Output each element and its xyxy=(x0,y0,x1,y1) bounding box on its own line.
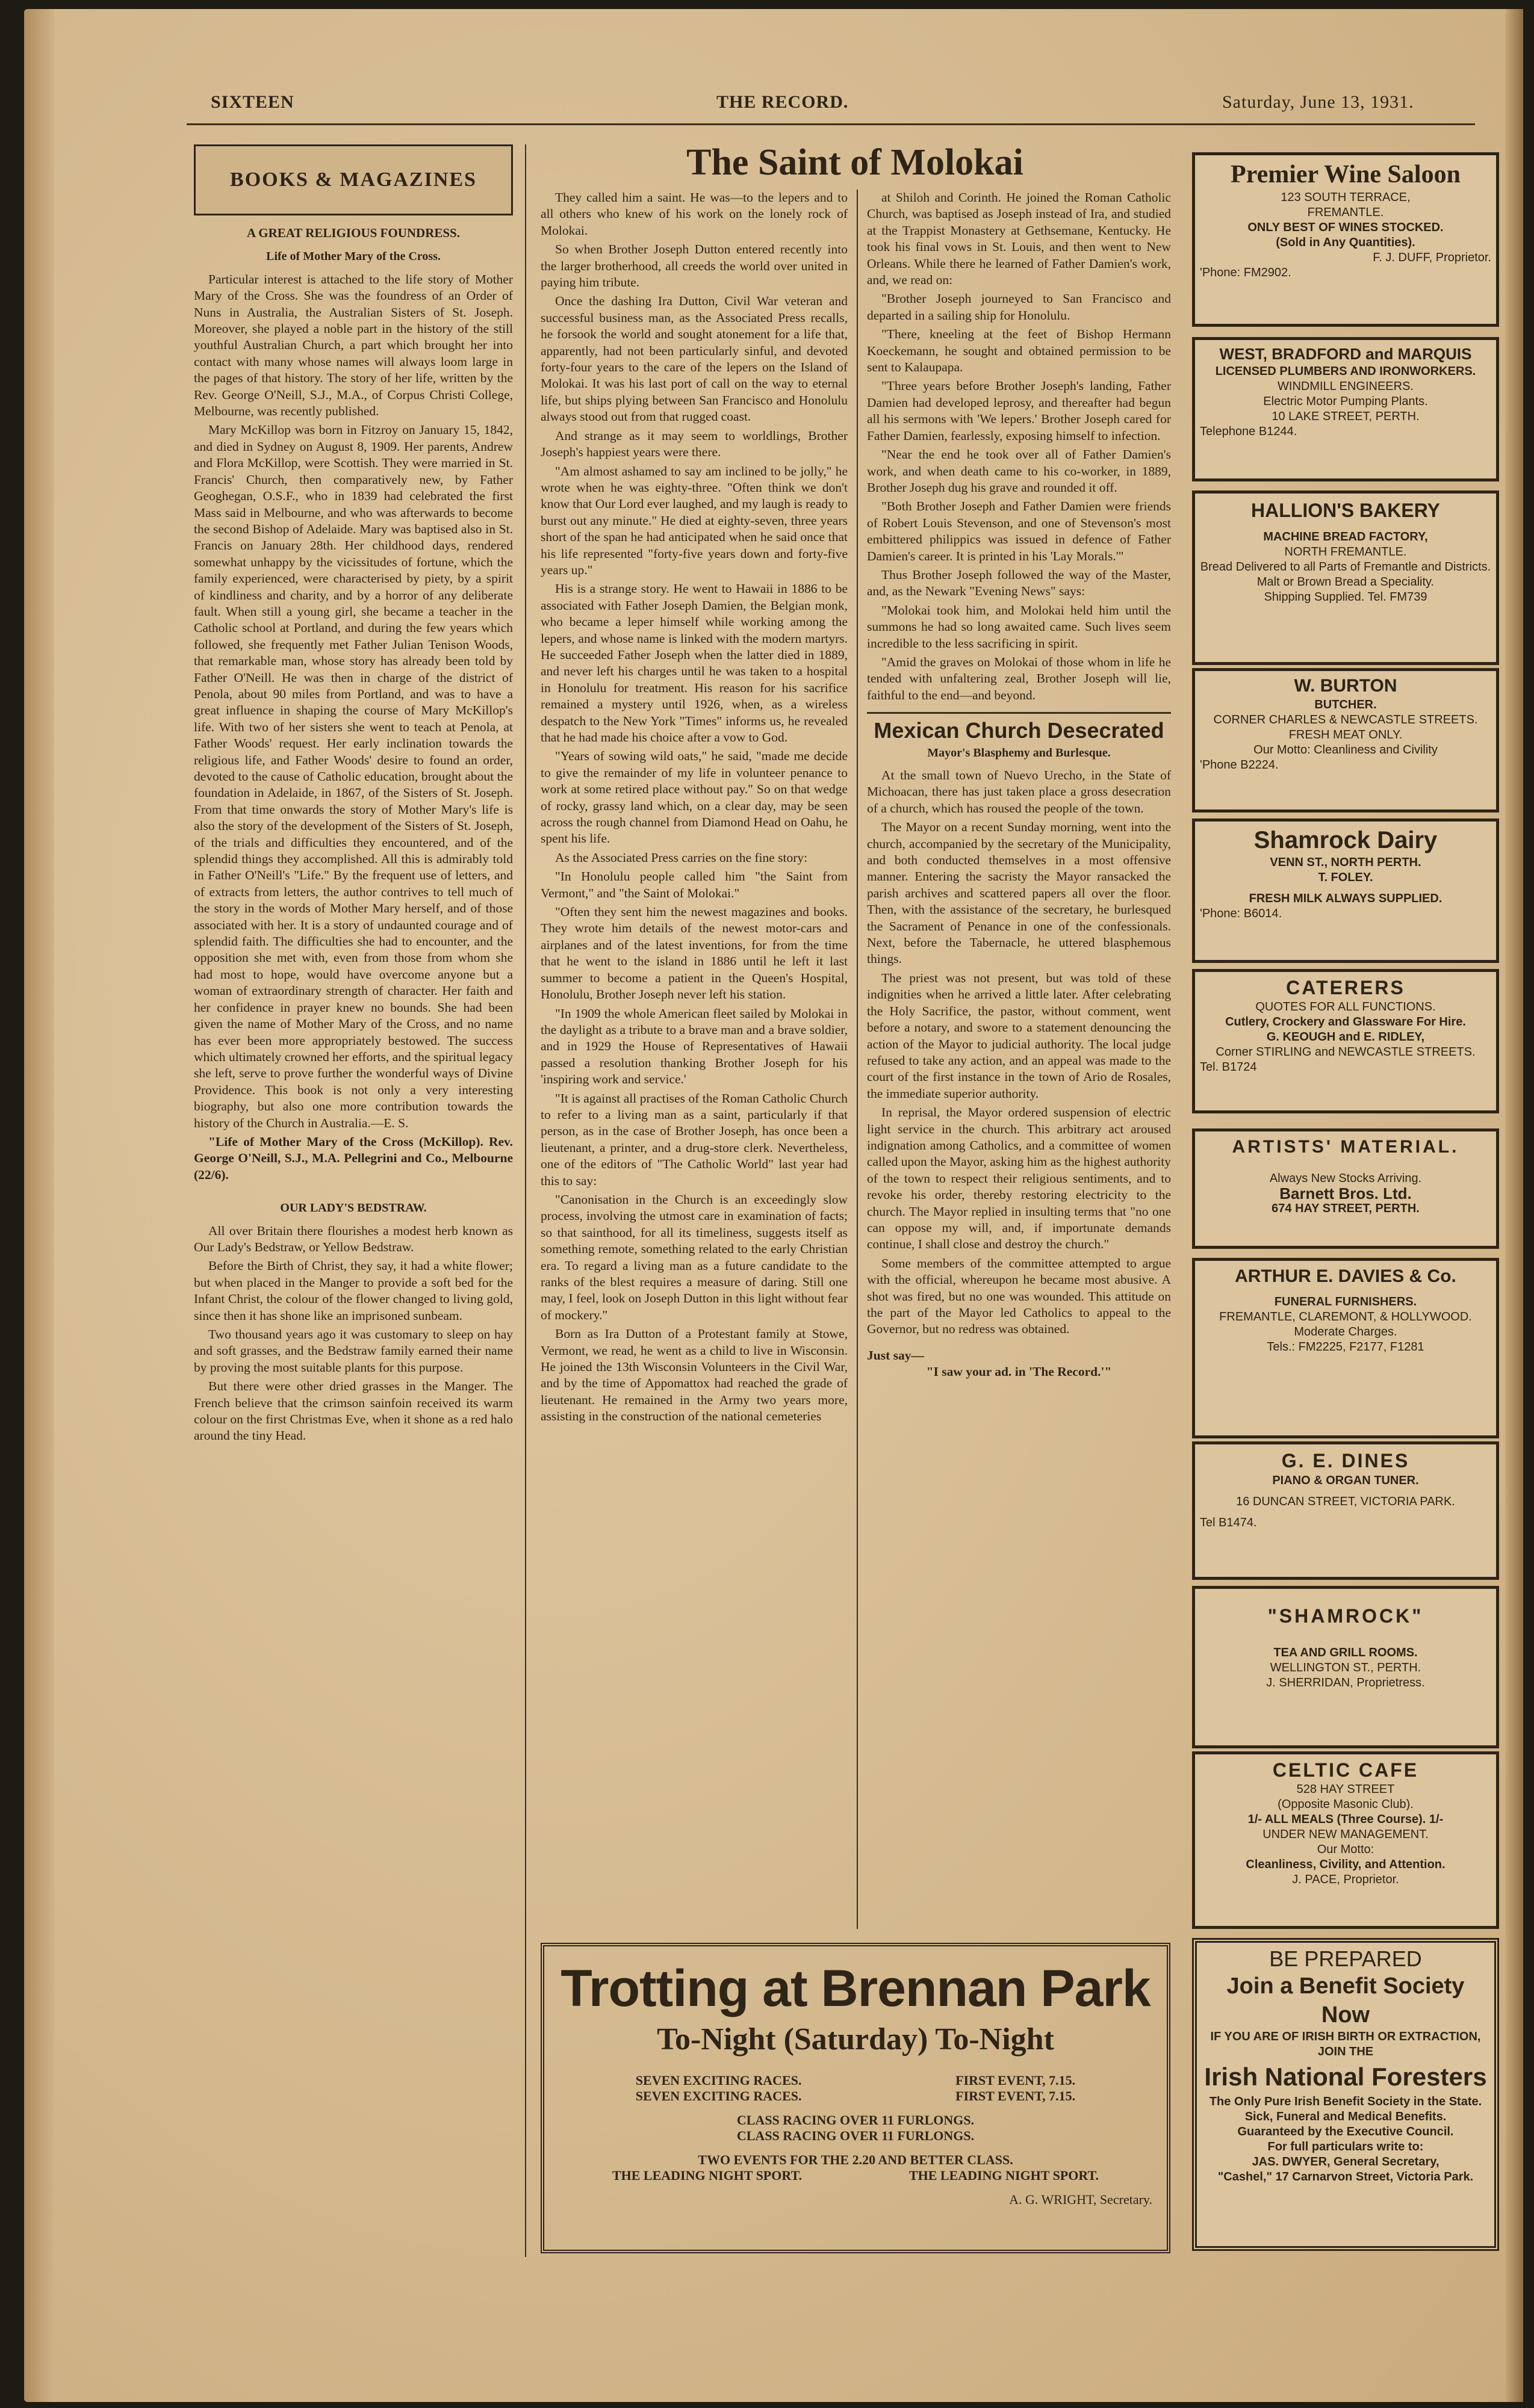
books-citation: "Life of Mother Mary of the Cross (McKillop). Rev. George O'Neill, S.J., M.A. Pellegrini and Co., Melbourne (22/6). xyxy=(194,1134,513,1182)
ad-w-burton: W. BURTON BUTCHER. CORNER CHARLES & NEWCASTLE STREETS. FRESH MEAT ONLY. Our Motto: Cleanliness and Civility 'Phone B2224. xyxy=(1192,668,1499,812)
saint-paragraph: "Three years before Brother Joseph's landing, Father Damien had developed leprosy, and thereafter had begun all his sermons with 'We lepers.' Brother Joseph cared for Father Damien, fearlessly, exposing himself to infection. xyxy=(867,379,1171,443)
saint-paragraph: "In 1909 the whole American fleet sailed by Molokai in the daylight as a tribute to a brave man and a brave soldier, and in 1929 the House of Representatives of Hawaii passed a resolution thanking Brother Joseph for his 'inspiring work and service.' xyxy=(541,1006,848,1087)
column-rule xyxy=(857,190,858,1929)
saint-paragraph: "Often they sent him the newest magazines and books. They wrote him details of the newest motor-cars and airplanes and of the latest inventions, for from the time that he went to the island in 1886 until he left it last summer to become a patient in the Queen's Hospital, Honolulu, Brother Joseph never left his station. xyxy=(541,905,848,1002)
saint-paragraph: Thus Brother Joseph followed the way of the Master, and, as the Newark "Evening News" says: xyxy=(867,567,1171,599)
ad-west-bradford-marquis: WEST, BRADFORD and MARQUIS LICENSED PLUMBERS AND IRONWORKERS. WINDMILL ENGINEERS. Electric Motor Pumping Plants. 10 LAKE STREET, PERTH. Telephone B1244. xyxy=(1192,337,1499,481)
ad-irish-national-foresters: BE PREPARED Join a Benefit Society Now IF YOU ARE OF IRISH BIRTH OR EXTRACTION, JOIN THE Irish National Foresters The Only Pure Irish Benefit Society in the State. Sick, Funeral and Medical Benefits. Guaranteed by the Executive Council. For full particulars write to: JAS. DWYER, General Secretary, "Cashel," 17 Carnarvon Street, Victoria Park. xyxy=(1192,1938,1499,2251)
trotting-sport: THE LEADING NIGHT SPORT. xyxy=(612,2168,803,2183)
bedstraw-paragraph: Before the Birth of Christ, they say, it had a white flower; but when placed in the Manger to provide a soft bed for the Infant Christ, the colour of the flower changed to living gold, since then it has shone like an imprisoned sunbeam. xyxy=(194,1258,513,1323)
trotting-class: CLASS RACING OVER 11 FURLONGS. xyxy=(736,2128,975,2143)
saint-paragraph: "Near the end he took over all of Father Damien's work, and when death came to his co-worker, in 1889, Brother Joseph dug his grave and rounded it off. xyxy=(867,447,1171,495)
saint-paragraph: Born as Ira Dutton of a Protestant family at Stowe, Vermont, we read, he went as a child to live in Wisconsin. He joined the 13th Wisconsin Volunteers in the Civil War, and by the time of Appomattox had reached the grade of lieutenant. He remained in the Army two years more, assisting in the construction of the national cemeteries xyxy=(541,1326,848,1424)
trotting-advertisement xyxy=(541,1943,1170,2253)
mexican-paragraph: The priest was not present, but was told of these indignities when he arrived a little later. After celebrating the Holy Sacrifice, the pastor, without comment, went before a notary, and swore to a statement denouncing the action of the Mayor to judicial authority. The local judge refused to take any action, and an appeal was made to the court of the first instance in the town of Ario de Rosales, the immediate superior authority. xyxy=(867,970,1171,1101)
page-edge xyxy=(1505,9,1523,2402)
saint-paragraph: "Am almost ashamed to say am inclined to be jolly," he wrote when he was eighty-three. "Often think we don't know that Our Lord ever laughed, and my laugh is ready to burst out any minute." He died at eighty-seven, three years short of the span he had anticipated when he said once that his life represented "forty-five years down and forty-five years up." xyxy=(541,463,848,577)
ad-arthur-davies: ARTHUR E. DAVIES & Co. FUNERAL FURNISHERS. FREMANTLE, CLAREMONT, & HOLLYWOOD. Moderate Charges. Tels.: FM2225, F2177, F1281 xyxy=(1192,1258,1499,1438)
page-spine xyxy=(24,9,54,2402)
saint-column-2 xyxy=(867,190,1171,1381)
mexican-title: Mexican Church Desecrated xyxy=(874,718,1164,743)
ad-caterers: CATERERS QUOTES FOR ALL FUNCTIONS. Cutlery, Crockery and Glassware For Hire. G. KEOUGH and E. RIDLEY, Corner STIRLING and NEWCASTLE STREETS. Tel. B1724 xyxy=(1192,969,1499,1113)
saint-paragraph: His is a strange story. He went to Hawaii in 1886 to be associated with Father Joseph Damien, the Belgian monk, who became a leper himself while working among the lepers, and whose name is linked with the modern martyrs. He succeeded Father Joseph when the latter died in 1889, and never left his charges until he was taken to a hospital in Honolulu for treatment. His reason for his sacrifice remained a mystery until 1926, when, as a wireless despatch to the New York "Times" informs us, he revealed that he had made his choice after a vow to God. xyxy=(541,581,848,744)
section-rule xyxy=(867,712,1171,714)
saint-paragraph: As the Associated Press carries on the fine story: xyxy=(555,850,808,865)
saint-paragraph: "In Honolulu people called him "the Saint from Vermont," and "the Saint of Molokai." xyxy=(541,869,848,900)
saint-title: The Saint of Molokai xyxy=(686,142,1023,183)
saint-paragraph: "Both Brother Joseph and Father Damien were friends of Robert Louis Stevenson, and one of Stevenson's most embittered philippics was issued in defence of Father Damien's career. It is printed in his 'Lay Morals.'" xyxy=(867,499,1171,563)
trotting-subtitle: To-Night (Saturday) To-Night xyxy=(657,2022,1054,2057)
trotting-first-event: FIRST EVENT, 7.15. xyxy=(955,2088,1076,2103)
saint-paragraph: "It is against all practises of the Roman Catholic Church to refer to a living man as a saint, particularly if that person, as in the case of Brother Joseph, has once been a lieutenant, a printer, and a drug-store clerk. Nevertheless, one of the editors of "The Catholic World" last year had this to say: xyxy=(541,1091,848,1188)
saint-paragraph: "Amid the graves on Molokai of those whom in life he tended with unfaltering zeal, Brother Joseph will lie, faithful to the end—and beyond. xyxy=(867,654,1171,702)
bedstraw-paragraph: All over Britain there flourishes a modest herb known as Our Lady's Bedstraw, or Yellow Bedstraw. xyxy=(194,1223,513,1254)
saint-paragraph: at Shiloh and Corinth. He joined the Roman Catholic Church, was baptised as Joseph instead of Ira, and studied at the Trappist Monastery at Gethsemane, Kentucky. He took his final vows in St. Louis, and then went to New Orleans. While there he learned of Father Damien's work, and, we read on: xyxy=(867,190,1171,288)
trotting-sport: THE LEADING NIGHT SPORT. xyxy=(908,2168,1099,2183)
mexican-paragraph: In reprisal, the Mayor ordered suspension of electric light service in the church. This arbitrary act aroused indignation among Catholics, and a committee of women called upon the Mayor, asking him as the highest authority of the town to respect their religious sentiments, and to revoke his order, thereby restoring electricity to the church. The Mayor replied in insulting terms that "no one can oppose my will, and, if importunate demands continue, I shall close and destroy the church." xyxy=(867,1105,1171,1252)
page-number: SIXTEEN xyxy=(211,92,294,112)
saint-paragraph: So when Brother Joseph Dutton entered recently into the larger brotherhood, all creeds the world over united in paying him tribute. xyxy=(541,242,848,290)
newspaper-page xyxy=(24,9,1523,2402)
ad-shamrock-dairy: Shamrock Dairy VENN ST., NORTH PERTH. T. FOLEY. FRESH MILK ALWAYS SUPPLIED. 'Phone: B6014. xyxy=(1192,819,1499,963)
trotting-events: TWO EVENTS FOR THE 2.20 AND BETTER CLASS. xyxy=(698,2152,1013,2167)
ad-ge-dines: G. E. DINES PIANO & ORGAN TUNER. 16 DUNCAN STREET, VICTORIA PARK. Tel B1474. xyxy=(1192,1441,1499,1580)
mexican-paragraph: At the small town of Nuevo Urecho, in the State of Michoacan, there has just taken place a gross desecration of a church, which has roused the people of the town. xyxy=(867,768,1171,816)
saint-paragraph: They called him a saint. He was—to the lepers and to all others who knew of his work on the lonely rock of Molokai. xyxy=(541,190,848,238)
mexican-paragraph: The Mayor on a recent Sunday morning, went into the church, accompanied by the secretary of the Municipality, and both conducted themselves in a most offensive manner. Entering the sacristy the Mayor ransacked the parish archives and scattered papers all over the floor. Then, with the assistance of the secretary, he burlesqued the Sacrament of Penance in one of the confessionals. Next, before the Tabernacle, he uttered blasphemous things. xyxy=(867,820,1171,967)
books-column xyxy=(194,144,513,1447)
books-subheading: Life of Mother Mary of the Cross. xyxy=(266,250,441,264)
saint-paragraph: "Years of sowing wild oats," he said, "made me decide to give the remainder of my life in volunteer penance to work at some retired place without pay." So on that wedge of rocky, grassy land which, on a clear day, may be seen across the rough channel from Diamond Head on Oahu, he spent his life. xyxy=(541,749,848,846)
saint-paragraph: "There, kneeling at the feet of Bishop Hermann Koeckemann, he sought and obtained permission to be sent to Kalaupapa. xyxy=(867,327,1171,375)
books-paragraph: Particular interest is attached to the life story of Mother Mary of the Cross. She was the foundress of an Order of Nuns in Australia, the Australian Sisters of St. Joseph. Moreover, she played a noble part in the history of the still youthful Australian Church, a part which brought her into contact with many whose names will always loom large in the pages of that history. The story of her life, written by the Rev. George O'Neill, S.J., M.A., of Corpus Christi College, Melbourne, was recently published. xyxy=(194,271,513,419)
books-paragraph: Mary McKillop was born in Fitzroy on January 15, 1842, and died in Sydney on August 8, 1909. Her parents, Andrew and Flora McKillop, were Scottish. They were married in St. Francis' Church, then comparatively new, by Father Geoghegan, O.S.F., who in 1839 had celebrated the first Mass said in Melbourne, and who was afterwards to become the second Bishop of Adelaide. Mary was baptised also in St. Francis on January 28th. Her childhood days, rendered somewhat unhappy by the vicissitudes of fortune, which the family experienced, were characterised by piety, by a spirit of kindliness and charity, and by a horror of any deliberate fault. When still a young girl, she became a teacher in the Catholic school at Portland, and during the few years which followed, she frequently met Father Julian Tenison Woods, that remarkable man, whose story has already been told by Father O'Neill. He was then in charge of the district of Penola, about 90 miles from Portland, and was to have a great influence in shaping the course of Mary McKillop's life. With two of her sisters she went to teach at Penola, at Father Woods' request. Her early inclination towards the religious life, and Father Woods' desire to found an order, devoted to the cause of Catholic education, brought about the foundation in Adelaide, in 1867, of the Sisters of St. Joseph. From that time onwards the story of Mother Mary's life is also the story of the development of the Sisters of St. Joseph, of the trials and difficulties they encountered, and of the splendid things they accomplished. All this is admirably told in Father O'Neill's "Life." By the frequent use of letters, and of extracts from letters, the author contrives to tell much of the story in the words of Mother Mary herself, and of those associated with her. It is a story of undaunted courage and of splendid faith. The difficulties she had to encounter, and the opposition she met with, even from those from whom she had most to hope, would have overcome anyone but a woman of extraordinary strength of character. Her faith and her confidence in prayer knew no bounds. She had been given the name of Mother Mary of the Cross, and no name has ever been more appropriately bestowed. The success which ultimately crowned her efforts, and the spiritual legacy she left, serve to prove further the wonderful ways of Divine Providence. This book is not only a very interesting biography, but also one more contribution towards the history of the Church in Australia.—E. S. xyxy=(194,422,513,1130)
trotting-races: SEVEN EXCITING RACES. xyxy=(635,2088,802,2103)
column-rule xyxy=(525,144,526,2257)
newspaper-name: THE RECORD. xyxy=(716,92,849,112)
ad-shamrock-tea-rooms: "SHAMROCK" TEA AND GRILL ROOMS. WELLINGTON ST., PERTH. J. SHERRIDAN, Proprietress. xyxy=(1192,1586,1499,1748)
bedstraw-heading: OUR LADY'S BEDSTRAW. xyxy=(280,1201,427,1215)
saint-paragraph: "Canonisation in the Church is an exceedingly slow process, involving the utmost care in examination of facts; so that sainthood, for all its timeliness, suggests itself as something remote, something related to the early Christian era. To regard a living man as a future candidate to the ranks of the blest requires a measure of daring. Still one may, I feel, look on Joseph Dutton in this light without fear of mockery." xyxy=(541,1192,848,1322)
trotting-first-event: FIRST EVENT, 7.15. xyxy=(955,2073,1076,2088)
just-say: Just say— xyxy=(867,1348,924,1363)
saint-paragraph: Once the dashing Ira Dutton, Civil War veteran and successful business man, as the Associated Press recalls, he forsook the world and sought atonement for a life that, apparently, had not been particularly sinful, and devoted forty-four years to the care of the lepers on the Island of Molokai. It was his last port of call on the way to eternal life, but ships plying between San Francisco and Honolulu always stood out from that rugged coast. xyxy=(541,294,848,424)
trotting-class: CLASS RACING OVER 11 FURLONGS. xyxy=(736,2112,975,2128)
mexican-subheading: Mayor's Blasphemy and Burlesque. xyxy=(927,746,1111,760)
record-slogan: "I saw your ad. in 'The Record.'" xyxy=(926,1364,1112,1379)
books-magazines-logo: BOOKS & MAGAZINES xyxy=(194,144,513,215)
bedstraw-paragraph: But there were other dried grasses in the Manger. The French believe that the crimson sainfoin received its warm colour on the first Christmas Eve, when it shone as a red halo around the tiny Head. xyxy=(194,1379,513,1443)
books-heading: A GREAT RELIGIOUS FOUNDRESS. xyxy=(247,226,460,240)
saint-paragraph: "Molokai took him, and Molokai held him until the summons he had so long awaited came. Such lives seem incredible to the less sacrificing in spirit. xyxy=(867,602,1171,651)
saint-paragraph: "Brother Joseph journeyed to San Francisco and departed in a sailing ship for Honolulu. xyxy=(867,291,1171,323)
masthead-rule xyxy=(187,123,1475,125)
issue-date: Saturday, June 13, 1931. xyxy=(1222,92,1414,112)
saint-column-1 xyxy=(541,190,848,1428)
bedstraw-paragraph: Two thousand years ago it was customary to sleep on hay and soft grasses, and the Bedstraw family earned their name by proving the most suitable plants for this purpose. xyxy=(194,1327,513,1375)
ad-premier-wine-saloon: Premier Wine Saloon 123 SOUTH TERRACE, FREMANTLE. ONLY BEST OF WINES STOCKED. (Sold in Any Quantities). F. J. DUFF, Proprietor. 'Phone: FM2902. xyxy=(1192,152,1499,327)
ad-hallions-bakery: HALLION'S BAKERY MACHINE BREAD FACTORY, NORTH FREMANTLE. Bread Delivered to all Parts of Fremantle and Districts. Malt or Brown Bread a Speciality. Shipping Supplied. Tel. FM739 xyxy=(1192,491,1499,665)
ad-celtic-cafe: CELTIC CAFE 528 HAY STREET (Opposite Masonic Club). 1/- ALL MEALS (Three Course). 1/- UNDER NEW MANAGEMENT. Our Motto: Cleanliness, Civility, and Attention. J. PACE, Proprietor. xyxy=(1192,1751,1499,1929)
trotting-races: SEVEN EXCITING RACES. xyxy=(635,2073,802,2088)
ad-artists-material: ARTISTS' MATERIAL. Always New Stocks Arriving. Barnett Bros. Ltd. 674 HAY STREET, PERTH. xyxy=(1192,1128,1499,1249)
trotting-secretary: A. G. WRIGHT, Secretary. xyxy=(1009,2192,1152,2207)
trotting-title: Trotting at Brennan Park xyxy=(560,1960,1150,2017)
mexican-paragraph: Some members of the committee attempted to argue with the official, whereupon he became most abusive. A shot was fired, but no one was wounded. This attitude on the part of the Mayor led Catholics to appeal to the Governor, but no redress was obtained. xyxy=(867,1255,1171,1337)
saint-paragraph: And strange as it may seem to worldlings, Brother Joseph's happiest years were there. xyxy=(541,428,848,460)
